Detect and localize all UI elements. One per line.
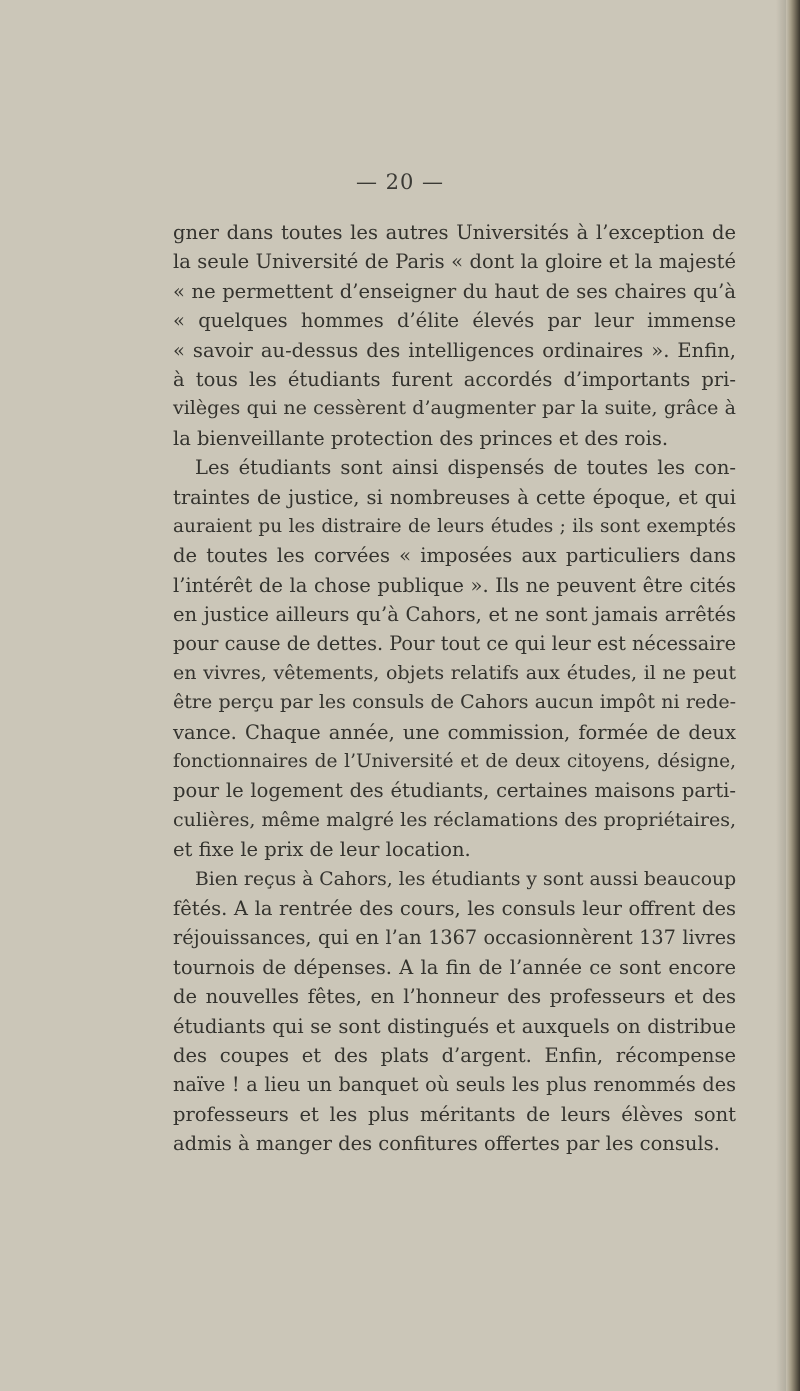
page-gutter-shadow bbox=[776, 0, 786, 1391]
text-line: Les étudiants sont ainsi dispensés de toutes les con- bbox=[195, 456, 736, 480]
text-line: « ne permettent d’enseigner du haut de ses chaires qu’à bbox=[173, 279, 736, 303]
text-line: à tous les étudiants furent accordés d’importants pri- bbox=[173, 367, 736, 391]
text-line: traintes de justice, si nombreuses à cette époque, et qui bbox=[173, 485, 736, 509]
text-line: vance. Chaque année, une commission, formée de deux bbox=[173, 720, 736, 744]
text-line: en vivres, vêtements, objets relatifs aux études, il ne peut bbox=[173, 661, 736, 684]
text-line: vilèges qui ne cessèrent d’augmenter par la suite, grâce à bbox=[173, 397, 736, 420]
text-line: gner dans toutes les autres Universités à l’exception de bbox=[173, 221, 736, 244]
text-line: admis à manger des confitures offertes par les consuls. bbox=[173, 1132, 720, 1156]
text-line: l’intérêt de la chose publique ». Ils ne peuvent être cités bbox=[173, 573, 736, 597]
text-line: la seule Université de Paris « dont la gloire et la majesté bbox=[173, 250, 736, 274]
text-line: être perçu par les consuls de Cahors aucun impôt ni rede- bbox=[173, 691, 736, 714]
text-line: « quelques hommes d’élite élevés par leur immense bbox=[173, 309, 736, 333]
text-line: culières, même malgré les réclamations des propriétaires, bbox=[173, 808, 736, 831]
text-line: pour cause de dettes. Pour tout ce qui leur est nécessaire bbox=[173, 632, 736, 656]
text-line: la bienveillante protection des princes et des rois. bbox=[173, 426, 669, 450]
text-line: « savoir au-dessus des intelligences ordinaires ». Enfin, bbox=[173, 338, 736, 362]
text-line: naïve ! a lieu un banquet où seuls les plus renommés des bbox=[173, 1073, 736, 1097]
body-text bbox=[173, 218, 736, 1159]
text-line: réjouissances, qui en l’an 1367 occasionnèrent 137 livres bbox=[173, 926, 736, 950]
text-line: Bien reçus à Cahors, les étudiants y sont aussi beaucoup bbox=[195, 868, 737, 890]
text-line: fêtés. A la rentrée des cours, les consuls leur offrent des bbox=[173, 896, 736, 920]
text-line: étudiants qui se sont distingués et auxquels on distribue bbox=[173, 1014, 736, 1038]
text-line: professeurs et les plus méritants de leurs élèves sont bbox=[173, 1102, 736, 1126]
page-number: — 20 — bbox=[355, 170, 445, 194]
text-line: auraient pu les distraire de leurs études ; ils sont exemptés bbox=[173, 515, 736, 537]
text-line: fonctionnaires de l’Université et de deux citoyens, désigne, bbox=[173, 751, 736, 773]
text-line: de nouvelles fêtes, en l’honneur des professeurs et des bbox=[173, 985, 736, 1009]
page-binding-edge bbox=[786, 0, 800, 1391]
text-line: des coupes et des plats d’argent. Enfin, récompense bbox=[173, 1043, 736, 1067]
text-line: en justice ailleurs qu’à Cahors, et ne sont jamais arrêtés bbox=[173, 603, 736, 627]
text-line: de toutes les corvées « imposées aux particuliers dans bbox=[173, 544, 736, 568]
text-line: pour le logement des étudiants, certaines maisons parti- bbox=[173, 779, 736, 803]
text-line: et fixe le prix de leur location. bbox=[173, 838, 471, 862]
text-line: tournois de dépenses. A la fin de l’année ce sont encore bbox=[173, 955, 736, 979]
